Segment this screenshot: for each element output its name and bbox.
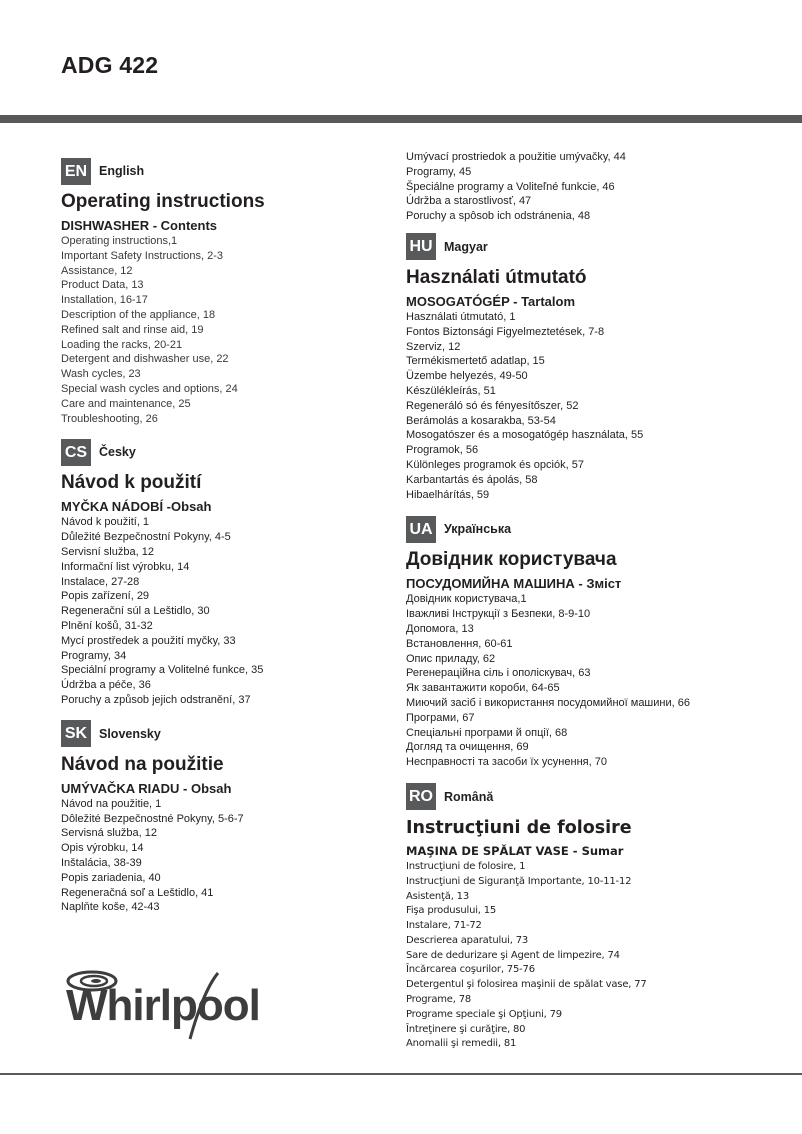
contents-item: Operating instructions,1 [61, 235, 178, 247]
section-title: Návod k použití [61, 472, 202, 494]
header-divider [0, 115, 802, 123]
contents-item: Hibaelhárítás, 59 [406, 488, 490, 501]
section-subtitle: UMÝVAČKA RIADU - Obsah [61, 780, 232, 796]
contents-list [61, 515, 381, 707]
language-header [406, 233, 796, 261]
contents-item: Догляд та очищення, 69 [406, 741, 529, 754]
contents-item: Assistance, 12 [61, 264, 133, 277]
contents-item: Instalace, 27-28 [61, 575, 140, 588]
contents-item: Szerviz, 12 [406, 340, 461, 353]
contents-item: Description of the appliance, 18 [61, 308, 216, 321]
section-subtitle: MOSOGATÓGÉP - Tartalom [406, 293, 576, 309]
contents-item: Poruchy a způsob jejich odstranění, 37 [61, 693, 251, 706]
contents-list [406, 860, 796, 1052]
contents-item: Important Safety Instructions, 2-3 [61, 249, 224, 262]
language-name: English [99, 164, 145, 178]
contents-item: Plnění košů, 31-32 [61, 619, 153, 632]
section-title: Довідник користувача [406, 549, 617, 571]
contents-item: Instrucţiuni de Siguranţă Importante, 10-11-12 [406, 875, 632, 887]
contents-item: Údržba a péče, 36 [61, 679, 151, 692]
contents-list [406, 592, 796, 770]
contents-item: Встановлення, 60-61 [406, 637, 513, 650]
language-name: Slovensky [99, 726, 161, 741]
language-name: Українська [444, 522, 512, 537]
contents-item: Instrucţiuni de folosire, 1 [406, 860, 526, 872]
contents-item: Inštalácia, 38-39 [61, 856, 142, 869]
contents-item: Dôležité Bezpečnostné Pokyny, 5-6-7 [61, 812, 244, 825]
section-subtitle: ПОСУДОМИЙНА МАШИНА - Зміст [406, 576, 622, 592]
section-title: Návod na použitie [61, 753, 224, 775]
contents-list [61, 797, 381, 915]
contents-item: Különleges programok és opciók, 57 [406, 458, 584, 471]
contents-item: Програми, 67 [406, 711, 475, 724]
contents-item: Popis zařízení, 29 [61, 590, 150, 603]
contents-item: Informační list výrobku, 14 [61, 560, 190, 573]
language-code-badge: SK [61, 720, 91, 747]
contents-item: Instalare, 71-72 [406, 920, 482, 932]
contents-item: Termékismertető adatlap, 15 [406, 355, 545, 368]
section-subtitle: MAŞINA DE SPĂLAT VASE - Sumar [406, 843, 624, 858]
contents-item: Használati útmutató, 1 [406, 310, 516, 323]
contents-item: Detergentul şi folosirea maşinii de spălat vase, 77 [406, 979, 647, 991]
contents-item: Wash cycles, 23 [61, 368, 141, 381]
language-code-badge: RO [406, 783, 436, 810]
section-title: Instrucţiuni de folosire [406, 817, 632, 838]
section-title: Operating instructions [61, 191, 265, 212]
right-column [406, 150, 796, 1052]
contents-item: Special wash cycles and options, 24 [61, 382, 238, 395]
contents-item: Programy, 34 [61, 649, 127, 662]
contents-item: Refined salt and rinse aid, 19 [61, 323, 204, 336]
contents-item: Regeneračná soľ a Leštidlo, 41 [61, 886, 214, 899]
spacer [406, 224, 796, 233]
contents-item: Opis výrobku, 14 [61, 842, 144, 855]
contents-item: Mycí prostředek a použití myčky, 33 [61, 634, 236, 647]
language-name: Česky [99, 445, 136, 460]
spacer [61, 708, 381, 720]
whirlpool-logo [58, 965, 288, 1045]
contents-item: Mosogatószer és a mosogatógép használata, 55 [406, 429, 644, 442]
contents-item: Programe, 78 [406, 994, 472, 1006]
contents-item: Berámolás a kosarakba, 53-54 [406, 414, 556, 427]
section-subtitle: MYČKA NÁDOBÍ -Obsah [61, 499, 212, 515]
contents-item: Як завантажити короби, 64-65 [406, 682, 560, 695]
section-ro [406, 783, 796, 1052]
language-header [61, 157, 381, 185]
contents-item: Důležité Bezpečnostní Pokyny, 4-5 [61, 531, 231, 544]
contents-item: Údržba a starostlivosť, 47 [406, 195, 532, 208]
contents-item: Poruchy a spôsob ich odstránenia, 48 [406, 210, 591, 223]
contents-item: Umývací prostriedok a použitie umývačky, 44 [406, 151, 626, 163]
contents-item: Регенераційна сіль і ополіскувач, 63 [406, 667, 591, 680]
contents-item: Üzembe helyezés, 49-50 [406, 370, 528, 383]
spacer [61, 426, 381, 438]
contents-item: Încărcarea coşurilor, 75-76 [406, 964, 535, 976]
contents-item: Speciální programy a Volitelné funkce, 35 [61, 664, 264, 677]
contents-item: Product Data, 13 [61, 279, 144, 292]
contents-item: Návod k použití, 1 [61, 516, 150, 529]
language-name: Magyar [444, 239, 488, 254]
contents-item: Întreţinere şi curăţire, 80 [406, 1023, 526, 1035]
section-subtitle: DISHWASHER - Contents [61, 218, 217, 233]
contents-item: Миючий засіб і використання посудомийної машини, 66 [406, 696, 690, 709]
contents-item: Regeneráló só és fényesítőszer, 52 [406, 399, 579, 412]
language-header [61, 438, 381, 466]
contents-item: Care and maintenance, 25 [61, 397, 191, 410]
contents-item: Anomalii şi remedii, 81 [406, 1038, 517, 1050]
language-code-badge: EN [61, 158, 91, 185]
left-column [61, 157, 381, 915]
language-code-badge: UA [406, 516, 436, 543]
contents-item: Довідник користувача,1 [406, 593, 527, 606]
contents-item: Troubleshooting, 26 [61, 412, 158, 425]
contents-list [406, 310, 796, 502]
contents-item: Fişa produsului, 15 [406, 905, 497, 917]
language-header [406, 783, 796, 811]
section-ua [406, 515, 796, 770]
contents-item: Programy, 45 [406, 165, 472, 178]
contents-item: Fontos Biztonsági Figyelmeztetések, 7-8 [406, 325, 605, 338]
contents-item: Návod na použitie, 1 [61, 797, 162, 810]
contents-list [406, 150, 796, 224]
section-sk [61, 720, 381, 915]
contents-item: Servisná služba, 12 [61, 827, 157, 840]
model-number: ADG 422 [61, 52, 159, 78]
footer-divider [0, 1073, 802, 1075]
section-hu [406, 233, 796, 502]
contents-item: Descrierea aparatului, 73 [406, 934, 529, 946]
contents-item: Installation, 16-17 [61, 294, 148, 307]
contents-item: Špeciálne programy a Voliteľné funkcie, 46 [406, 180, 615, 193]
contents-item: Loading the racks, 20-21 [61, 338, 183, 351]
contents-item: Опис приладу, 62 [406, 652, 496, 665]
language-code-badge: CS [61, 439, 91, 466]
section-en [61, 157, 381, 426]
contents-item: Спеціальні програми й опції, 68 [406, 726, 568, 739]
spacer [406, 770, 796, 783]
spacer [406, 502, 796, 515]
contents-item: Popis zariadenia, 40 [61, 871, 161, 884]
language-name: Română [444, 789, 494, 804]
contents-item: Regenerační súl a Leštidlo, 30 [61, 605, 210, 618]
language-header [406, 515, 796, 543]
contents-item: Detergent and dishwasher use, 22 [61, 353, 229, 366]
section-title: Használati útmutató [406, 266, 587, 288]
contents-item: Karbantartás és ápolás, 58 [406, 473, 538, 486]
section-cs [61, 438, 381, 707]
contents-item: Іважливі Інструкції з Безпеки, 8-9-10 [406, 608, 591, 621]
contents-item: Programok, 56 [406, 444, 479, 457]
language-header [61, 720, 381, 748]
contents-item: Servisní služba, 12 [61, 545, 154, 558]
section-sk-continued [406, 150, 796, 224]
language-code-badge: HU [406, 233, 436, 260]
contents-item: Допомога, 13 [406, 622, 474, 635]
brand-wordmark: Whirlpool [66, 981, 260, 1030]
contents-list [61, 234, 381, 426]
contents-item: Asistenţă, 13 [406, 890, 469, 902]
contents-item: Programe speciale şi Opţiuni, 79 [406, 1008, 562, 1020]
contents-item: Naplňte koše, 42-43 [61, 901, 160, 914]
contents-item: Sare de dedurizare şi Agent de limpezire, 74 [406, 949, 620, 961]
contents-item: Készülékleírás, 51 [406, 384, 496, 397]
contents-item: Несправності та засоби їх усунення, 70 [406, 756, 607, 769]
